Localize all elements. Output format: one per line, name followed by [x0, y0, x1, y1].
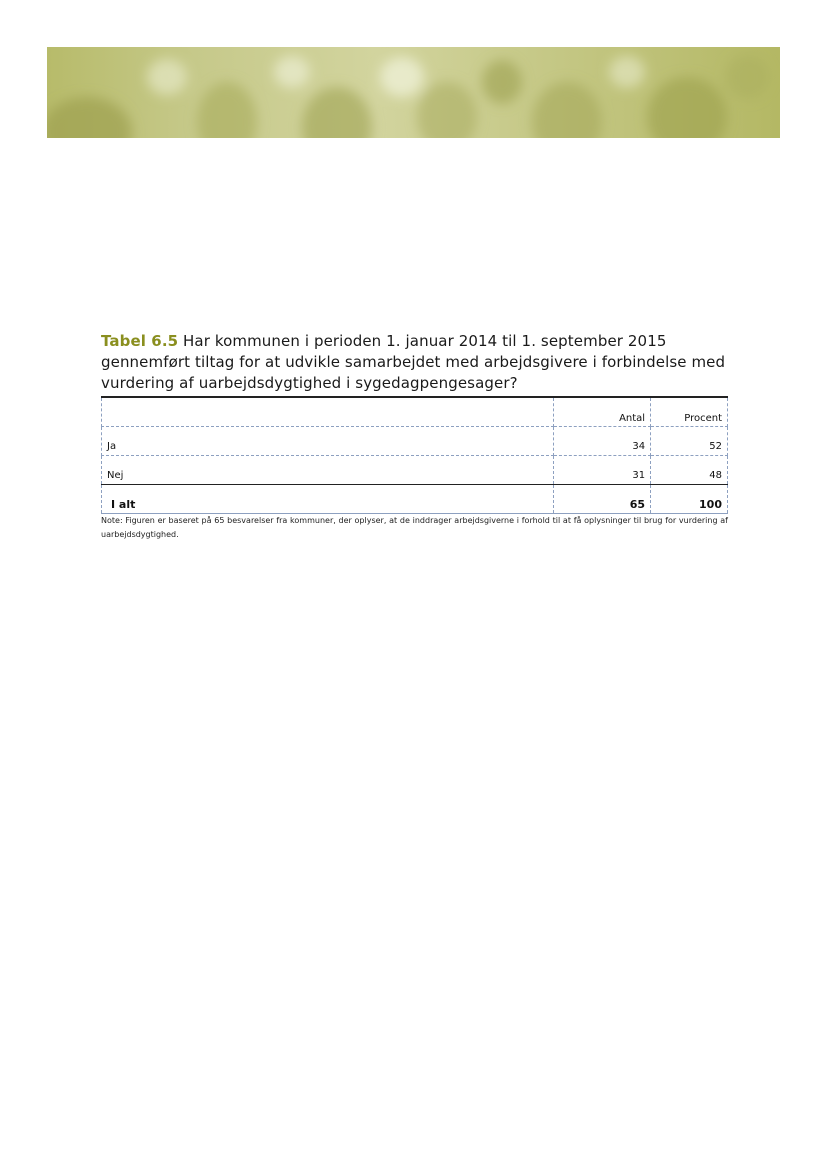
- table-title: Har kommunen i perioden 1. januar 2014 til 1. september 2015 gennemført tiltag for at udvikle samarbejdet med arbejdsgivere i forbindelse med vurdering af uarbejdsdygtighed i sygedagpengesager?: [101, 332, 726, 392]
- header-cell-procent: Procent: [651, 397, 728, 426]
- header-cell-antal: Antal: [554, 397, 651, 426]
- table-note: Note: Figuren er baseret på 65 besvarelser fra kommuner, der oplyser, at de inddrager arbejdsgiverne i forhold til at få oplysninger til brug for vurdering af uarbejdsdygtighed.: [101, 516, 728, 539]
- header-cell-blank: [102, 397, 554, 426]
- crowd-silhouettes: [47, 47, 780, 138]
- row-procent: 48: [651, 455, 728, 484]
- table-total-row: [102, 484, 728, 513]
- row-label: Nej: [102, 455, 554, 484]
- total-procent: 100: [651, 484, 728, 513]
- header-banner-image: [47, 47, 780, 138]
- table-row: [102, 426, 728, 455]
- row-antal: 31: [554, 455, 651, 484]
- row-antal: 34: [554, 426, 651, 455]
- total-label: I alt: [102, 484, 554, 513]
- row-label: Ja: [102, 426, 554, 455]
- table-label: Tabel 6.5: [101, 332, 179, 350]
- table-caption: [101, 331, 731, 394]
- table-row: [102, 455, 728, 484]
- total-antal: 65: [554, 484, 651, 513]
- row-procent: 52: [651, 426, 728, 455]
- table-header-row: [102, 397, 728, 426]
- data-table: [101, 396, 728, 514]
